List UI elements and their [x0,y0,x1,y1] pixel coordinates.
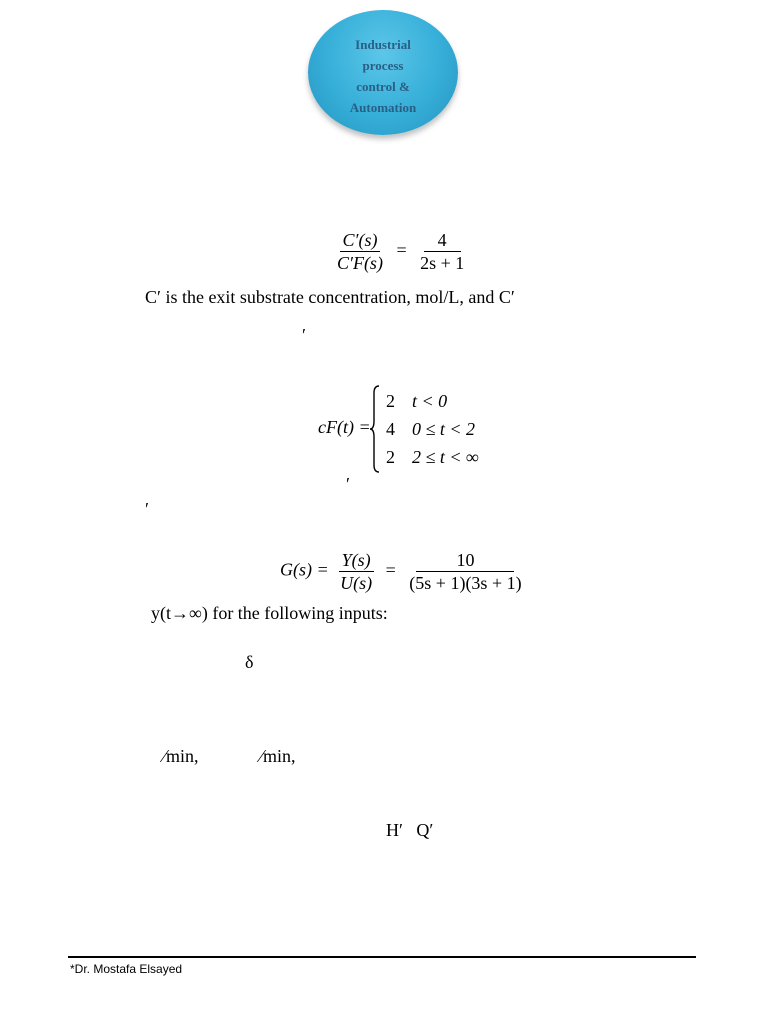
transfer-function-equation [334,230,467,273]
case-2-value: 4 [386,419,395,439]
process-transfer-function [280,550,525,593]
flow-unit-1: ⁄min, [163,746,199,766]
delta-symbol: δ [245,652,254,672]
badge-line-2: process [362,58,404,73]
eq1-equals: = [396,239,407,260]
eq1-rhs-denominator: 2s + 1 [420,253,465,273]
case-2-condition: 0 ≤ t < 2 [412,419,476,439]
footer-rule [68,956,696,958]
eq2-lhs: cF(t) = [318,417,371,437]
header-badge [308,10,458,135]
eq1-rhs-numerator: 4 [424,230,461,252]
prime-mark-3: ′ [145,499,149,519]
piecewise-cases [386,387,479,471]
badge-line-3: control & [356,79,410,94]
eq3-lhs: G(s) = [280,559,329,580]
eq3-numerator-1: Y(s) [339,550,374,572]
case-row-2 [386,415,479,443]
case-row-3 [386,443,479,471]
eq3-denominator-2: (5s + 1)(3s + 1) [409,573,522,593]
footer-author: *Dr. Mostafa Elsayed [70,962,183,976]
case-3-value: 2 [386,447,395,467]
case-row-1 [386,387,479,415]
badge-line-4: Automation [349,100,417,115]
eq3-equals: = [385,559,396,580]
flow-unit-2: ⁄min, [260,746,296,766]
prime-mark-1: ′ [302,325,306,345]
eq3-numerator-2: 10 [416,550,514,572]
case-1-value: 2 [386,391,395,411]
badge-line-1: Industrial [355,37,411,52]
badge-title [308,34,458,118]
piecewise-brace [370,385,380,473]
case-1-condition: t < 0 [412,391,448,411]
eq1-lhs-numerator: C′(s) [340,230,381,252]
case-3-condition: 2 ≤ t < ∞ [412,447,479,467]
eq1-lhs-denominator: C′F(s) [337,253,383,273]
paragraph-line-2: y(t→∞) for the following inputs: [151,603,388,623]
eq3-denominator-1: U(s) [340,573,373,593]
prime-mark-2: ′ [346,474,350,494]
deviation-variables: H′ Q′ [386,820,434,840]
paragraph-line-1: C′ is the exit substrate concentration, mol/L, and C′ [145,287,515,307]
